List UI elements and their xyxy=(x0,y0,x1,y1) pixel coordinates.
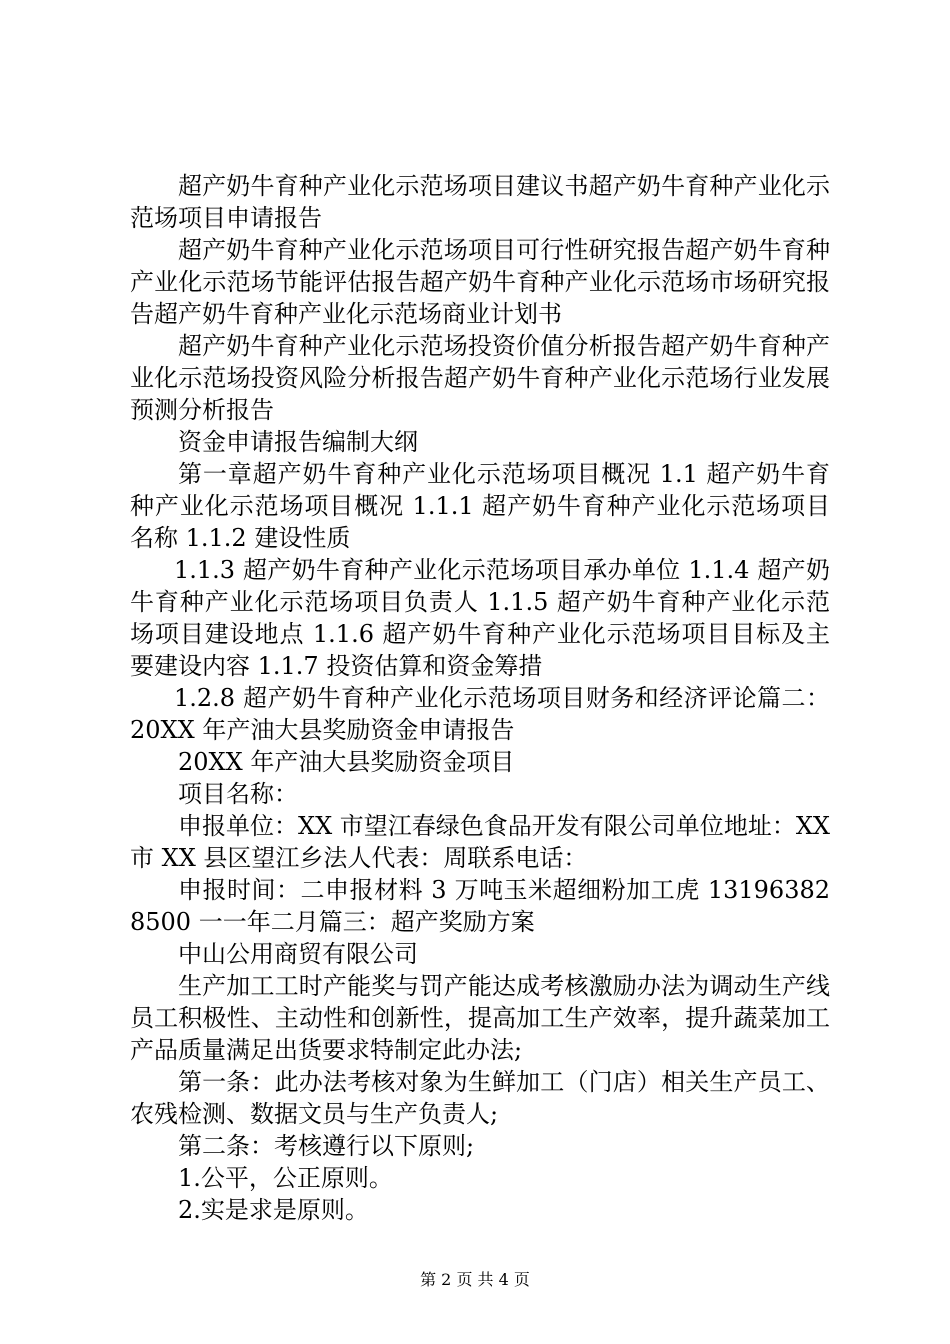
paragraph: 第二条：考核遵行以下原则; xyxy=(178,1132,475,1160)
paragraph: 1.1.3 超产奶牛育种产业化示范场项目承办单位 1.1.4 超产奶牛育种产业化示范场项目负责人 1.1.5 超产奶牛育种产业化示范场项目建设地点 1.1.6 超产奶牛育种产业化示范场项目目标及主要建设内容 1.1.7 投资估算和资金筹措 xyxy=(130,556,830,680)
paragraph: 资金申请报告编制大纲 xyxy=(178,428,418,456)
paragraph: 第一条：此办法考核对象为生鲜加工（门店）相关生产员工、农残检测、数据文员与生产负责人; xyxy=(130,1068,830,1128)
paragraph: 20XX 年产油大县奖励资金项目 xyxy=(178,748,515,776)
paragraph: 2.实是求是原则。 xyxy=(178,1196,369,1224)
paragraph: 1.公平，公正原则。 xyxy=(178,1164,393,1192)
paragraph: 申报时间：二申报材料 3 万吨玉米超细粉加工虎 131963828500 一一年二月篇三：超产奖励方案 xyxy=(130,876,830,936)
paragraph: 超产奶牛育种产业化示范场项目可行性研究报告超产奶牛育种产业化示范场节能评估报告超产奶牛育种产业化示范场市场研究报告超产奶牛育种产业化示范场商业计划书 xyxy=(130,236,830,328)
paragraph: 超产奶牛育种产业化示范场投资价值分析报告超产奶牛育种产业化示范场投资风险分析报告超产奶牛育种产业化示范场行业发展预测分析报告 xyxy=(130,332,830,424)
paragraph: 生产加工工时产能奖与罚产能达成考核激励办法为调动生产线员工积极性、主动性和创新性，提高加工生产效率，提升蔬菜加工产品质量满足出货要求特制定此办法; xyxy=(130,972,830,1064)
paragraph: 申报单位：XX 市望江春绿色食品开发有限公司单位地址：XX 市 XX 县区望江乡法人代表：周联系电话： xyxy=(130,812,830,872)
paragraph: 第一章超产奶牛育种产业化示范场项目概况 1.1 超产奶牛育种产业化示范场项目概况 1.1.1 超产奶牛育种产业化示范场项目名称 1.1.2 建设性质 xyxy=(130,460,830,552)
document-body xyxy=(130,170,830,1226)
paragraph: 1.2.8 超产奶牛育种产业化示范场项目财务和经济评论篇二：20XX 年产油大县奖励资金申请报告 xyxy=(130,684,830,744)
page-footer: 第 2 页 共 4 页 xyxy=(420,1270,530,1289)
paragraph: 中山公用商贸有限公司 xyxy=(178,940,418,968)
paragraph: 项目名称： xyxy=(178,780,298,808)
paragraph: 超产奶牛育种产业化示范场项目建议书超产奶牛育种产业化示范场项目申请报告 xyxy=(130,172,830,232)
